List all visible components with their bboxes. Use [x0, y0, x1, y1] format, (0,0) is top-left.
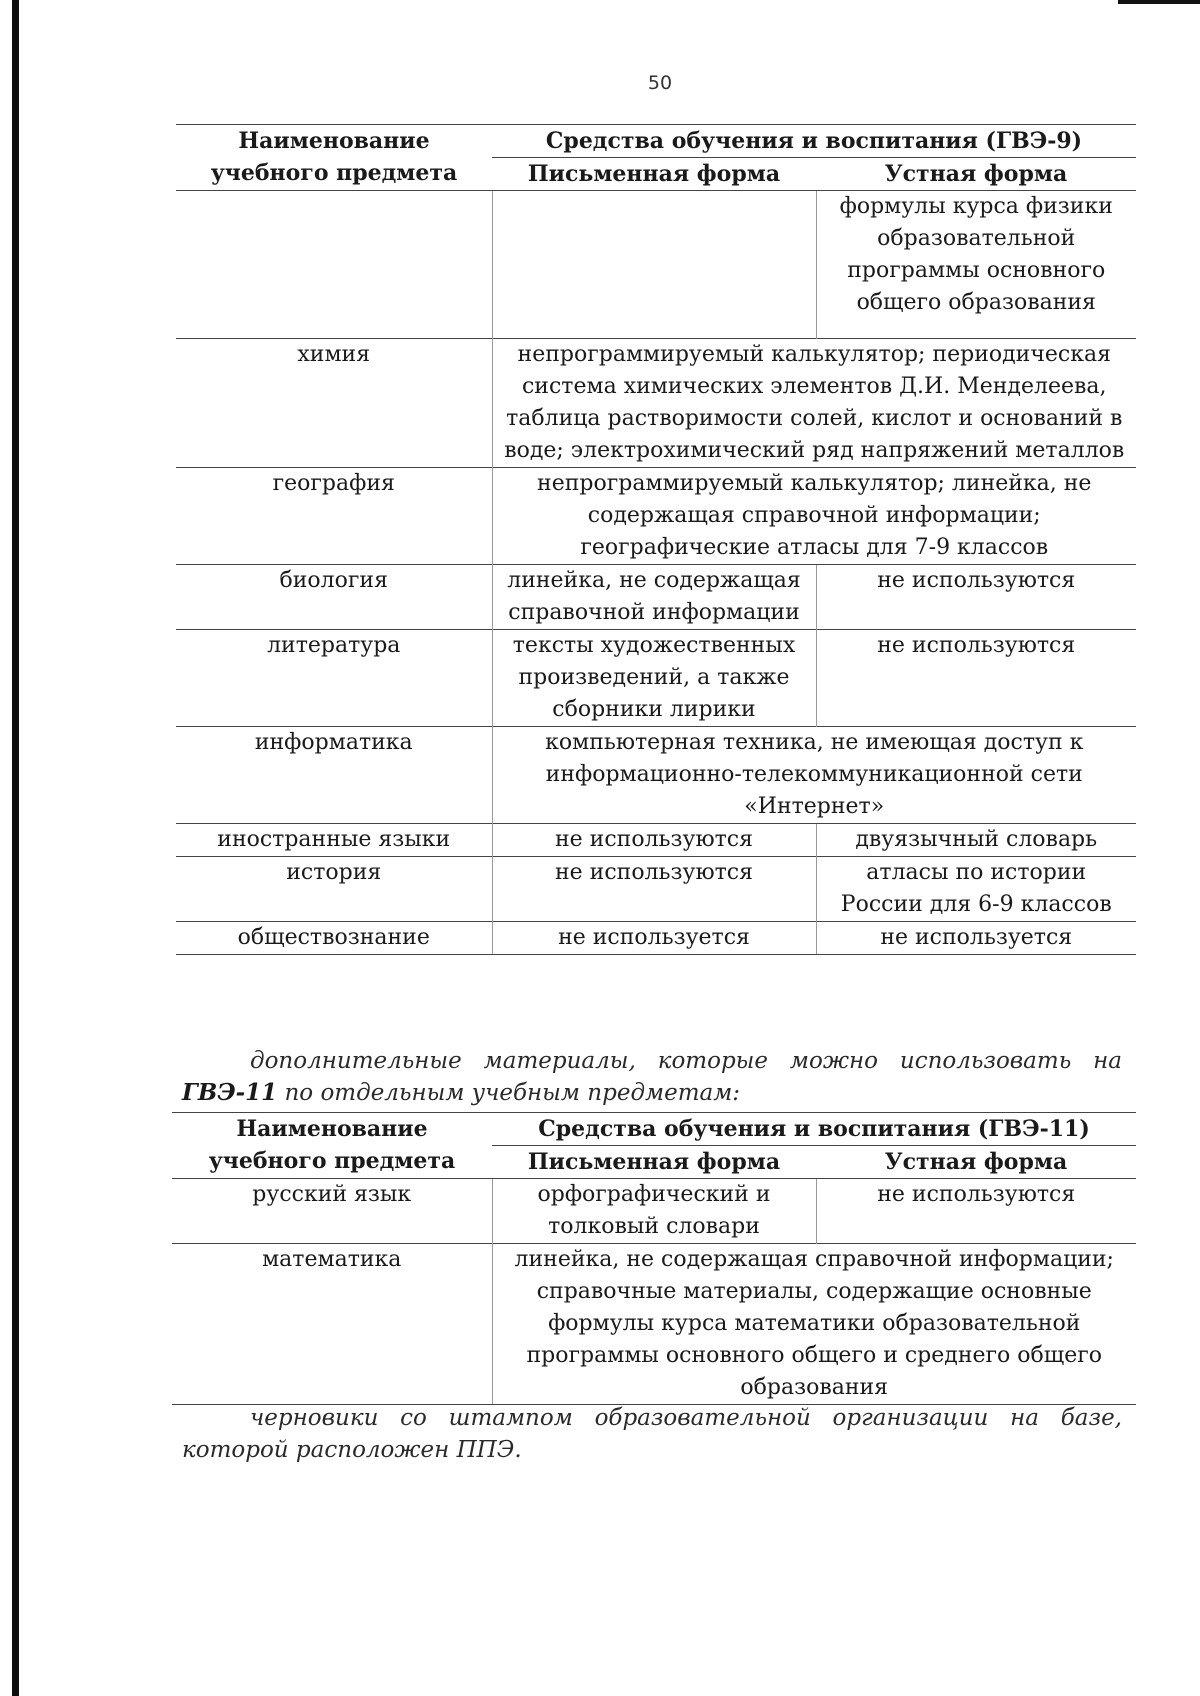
merged-cell: непрограммируемый калькулятор; линейка, не содержащая справочной информации; географические атласы для 7-9 классов	[492, 468, 1136, 565]
subject-cell: математика	[172, 1244, 492, 1405]
table-row	[176, 857, 1136, 922]
subject-cell: география	[176, 468, 492, 565]
table-row	[176, 565, 1136, 630]
intro-bold: ГВЭ-11	[182, 1079, 278, 1106]
written-cell: линейка, не содержащая справочной информации	[492, 565, 816, 630]
oral-cell: двуязычный словарь	[816, 824, 1136, 857]
table-row	[176, 922, 1136, 955]
intro-tail: по отдельным учебным предметам:	[284, 1080, 741, 1106]
header-oral: Устная форма	[816, 158, 1136, 191]
page-number: 50	[647, 72, 673, 94]
subject-cell: литература	[176, 630, 492, 727]
oral-cell: не используется	[816, 922, 1136, 955]
intro-paragraph	[182, 1045, 1122, 1109]
oral-cell: не используются	[816, 630, 1136, 727]
gve11-table	[172, 1112, 1136, 1405]
oral-cell: не используются	[816, 565, 1136, 630]
merged-cell: линейка, не содержащая справочной информации; справочные материалы, содержащие основные формулы курса математики образовательной программы основного общего и среднего общего образования	[492, 1244, 1136, 1405]
table-row	[176, 468, 1136, 565]
intro-text: дополнительные материалы, которые можно использовать на	[250, 1048, 1122, 1074]
subject-cell: обществознание	[176, 922, 492, 955]
written-cell: тексты художественных произведений, а также сборники лирики	[492, 630, 816, 727]
written-cell: не используются	[492, 824, 816, 857]
subject-cell: информатика	[176, 727, 492, 824]
subject-cell: русский язык	[172, 1179, 492, 1244]
written-cell: не используются	[492, 857, 816, 922]
table-row	[176, 727, 1136, 824]
header-written: Письменная форма	[492, 1146, 816, 1179]
header-means: Средства обучения и воспитания (ГВЭ-9)	[492, 125, 1136, 158]
scan-edge-top	[1118, 0, 1200, 4]
subject-cell	[176, 191, 492, 339]
header-means: Средства обучения и воспитания (ГВЭ-11)	[492, 1113, 1136, 1146]
table-row	[176, 824, 1136, 857]
table-row	[172, 1244, 1136, 1405]
written-cell: не используется	[492, 922, 816, 955]
header-subject: Наименование учебного предмета	[172, 1113, 492, 1179]
header-row	[176, 125, 1136, 158]
header-row	[172, 1113, 1136, 1146]
closing-paragraph	[182, 1402, 1122, 1466]
written-cell	[492, 191, 816, 339]
oral-cell: формулы курса физики образовательной программы основного общего образования	[816, 191, 1136, 339]
closing-text: черновики со штампом образовательной организации на базе, которой расположен ППЭ.	[182, 1405, 1122, 1463]
scan-edge-left	[12, 0, 19, 1696]
table-row	[176, 191, 1136, 339]
header-oral: Устная форма	[816, 1146, 1136, 1179]
subject-cell: иностранные языки	[176, 824, 492, 857]
oral-cell: атласы по истории России для 6-9 классов	[816, 857, 1136, 922]
oral-cell: не используются	[816, 1179, 1136, 1244]
table-row	[176, 630, 1136, 727]
header-subject: Наименование учебного предмета	[176, 125, 492, 191]
subject-cell: химия	[176, 339, 492, 468]
written-cell: орфографический и толковый словари	[492, 1179, 816, 1244]
table-row	[172, 1179, 1136, 1244]
subject-cell: история	[176, 857, 492, 922]
merged-cell: компьютерная техника, не имеющая доступ к информационно-телекоммуникационной сети «Интернет»	[492, 727, 1136, 824]
subject-cell: биология	[176, 565, 492, 630]
header-written: Письменная форма	[492, 158, 816, 191]
gve9-table	[176, 124, 1136, 955]
table-row	[176, 339, 1136, 468]
merged-cell: непрограммируемый калькулятор; периодическая система химических элементов Д.И. Менделеева, таблица растворимости солей, кислот и оснований в воде; электрохимический ряд напряжений металлов	[492, 339, 1136, 468]
